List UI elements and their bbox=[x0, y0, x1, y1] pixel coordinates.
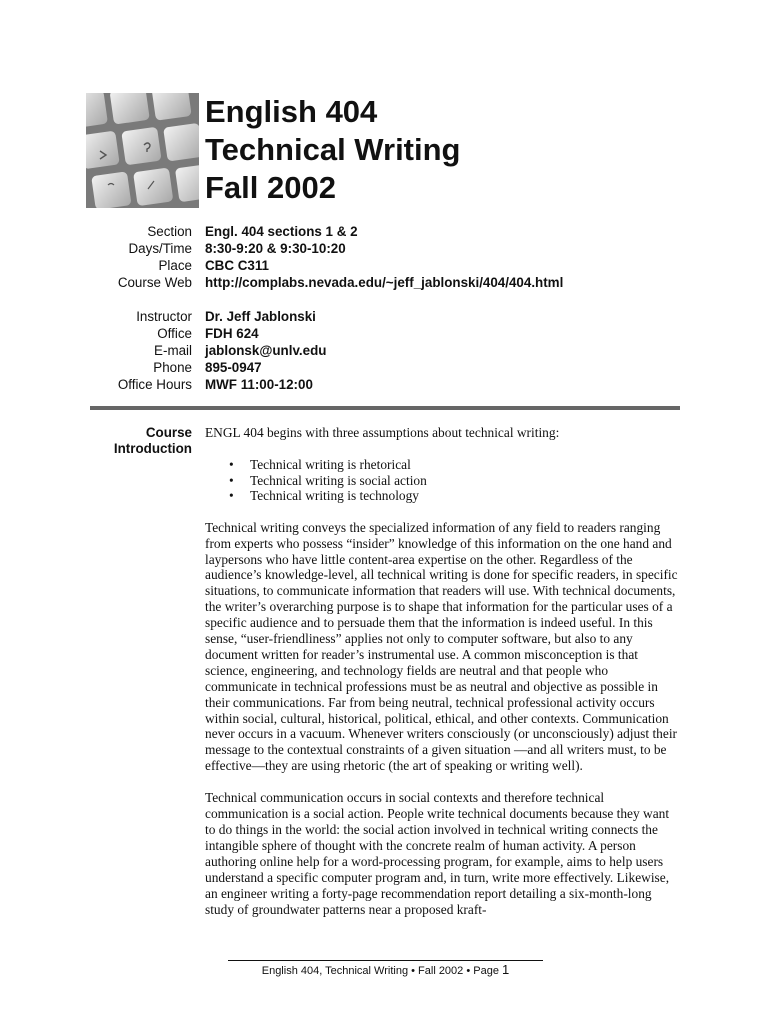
list-item bbox=[205, 473, 680, 489]
info-label: Days/Time bbox=[128, 241, 192, 256]
info-label: Office Hours bbox=[117, 377, 192, 392]
assumptions-list bbox=[205, 457, 680, 504]
footer-text: English 404, Technical Writing • Fall 2002 • Page bbox=[261, 965, 499, 977]
bullet-icon: • bbox=[229, 472, 234, 488]
info-row-instructor bbox=[90, 308, 326, 325]
course-introduction-body bbox=[205, 425, 680, 917]
info-label: Place bbox=[158, 258, 192, 273]
paragraph-rhetorical: Technical writing conveys the specialized information of any field to readers ranging from experts who possess “insider” knowledge of this information on the one hand and laypersons who have little content-area expertise on the other. Regardless of the audience’s knowledge-level, all technical writing is done for specific readers, in specific situations, to communicate information that readers will use. With technical documents, the writer’s overarching purpose is to shape that information for the particular uses of a specific audience and to persuade them that the information is indeed useful. In this sense, “user-friendliness” applies not only to computer software, but also to any document written for reader’s instrumental use. A common misconception is that science, engineering, and technology fields are neutral and that people who communicate in technical professions must be as neutral and objective as possible in their communications. Far from being neutral, technical professional activity occurs within social, cultural, historical, political, ethical, and other contexts. Communication never occurs in a vacuum. Whenever writers consciously (or unconsciously) adjust their message to the contextual constraints of a given situation —and all writers must, to be effective—they are using rhetoric (the art of speaking or writing well). bbox=[205, 519, 678, 774]
email-link[interactable]: jablonsk@unlv.edu bbox=[205, 343, 327, 358]
title-line-course: English 404 bbox=[205, 94, 378, 129]
info-value: MWF 11:00-12:00 bbox=[205, 377, 313, 392]
title-line-subject: Technical Writing bbox=[205, 132, 461, 167]
course-introduction-label bbox=[90, 425, 192, 457]
bullet-icon: • bbox=[229, 488, 234, 504]
info-row-course-web bbox=[90, 274, 563, 291]
section-divider bbox=[90, 406, 680, 410]
page-number: 1 bbox=[502, 962, 510, 977]
intro-label-line: Course bbox=[145, 425, 192, 440]
info-row-email bbox=[90, 342, 326, 359]
list-item bbox=[205, 488, 680, 504]
info-value: Engl. 404 sections 1 & 2 bbox=[205, 224, 358, 239]
keyboard-keys-image bbox=[86, 93, 199, 208]
page-title bbox=[205, 93, 461, 207]
info-label: Office bbox=[157, 326, 192, 341]
paragraph-social-action: Technical communication occurs in social contexts and therefore technical communication is a social action. People write technical documents because they want to do things in the world: the social action involved in technical writing connects the intangible sphere of thought with the concrete realm of human activity. A person authoring online help for a word-processing program, for example, aims to help users understand a specific computer program and, in turn, write more effectively. Likewise, an engineer writing a forty-page recommendation report detailing a six-month-long study of groundwater patterns near a proposed kraft- bbox=[205, 790, 670, 917]
info-value: FDH 624 bbox=[205, 326, 259, 341]
intro-label-line: Introduction bbox=[113, 441, 192, 456]
info-label: Section bbox=[147, 224, 192, 239]
info-value: 8:30-9:20 & 9:30-10:20 bbox=[205, 241, 346, 256]
info-value: 895-0947 bbox=[205, 360, 262, 375]
footer-divider bbox=[228, 960, 543, 961]
info-value: CBC C311 bbox=[205, 258, 270, 273]
info-row-section bbox=[90, 223, 563, 240]
instructor-info-block bbox=[90, 308, 326, 393]
info-row-office bbox=[90, 325, 326, 342]
bullet-icon: • bbox=[229, 456, 234, 472]
keyboard-keys-photo bbox=[86, 93, 199, 208]
info-value: Dr. Jeff Jablonski bbox=[205, 309, 316, 324]
list-item bbox=[205, 457, 680, 473]
list-item-text: Technical writing is rhetorical bbox=[250, 456, 411, 472]
info-label: Instructor bbox=[136, 309, 192, 324]
course-web-link[interactable]: http://complabs.nevada.edu/~jeff_jablonski/404/404.html bbox=[205, 275, 564, 290]
info-row-phone bbox=[90, 359, 326, 376]
info-row-days-time bbox=[90, 240, 563, 257]
course-info-block bbox=[90, 223, 563, 291]
info-label: E-mail bbox=[154, 343, 192, 358]
info-label: Course Web bbox=[117, 275, 192, 290]
info-row-office-hours bbox=[90, 376, 326, 393]
title-line-term: Fall 2002 bbox=[205, 170, 336, 205]
info-row-place bbox=[90, 257, 563, 274]
list-item-text: Technical writing is technology bbox=[250, 488, 420, 504]
info-label: Phone bbox=[153, 360, 192, 375]
page-footer bbox=[228, 963, 543, 978]
intro-lead: ENGL 404 begins with three assumptions about technical writing: bbox=[205, 425, 560, 440]
list-item-text: Technical writing is social action bbox=[250, 472, 427, 488]
